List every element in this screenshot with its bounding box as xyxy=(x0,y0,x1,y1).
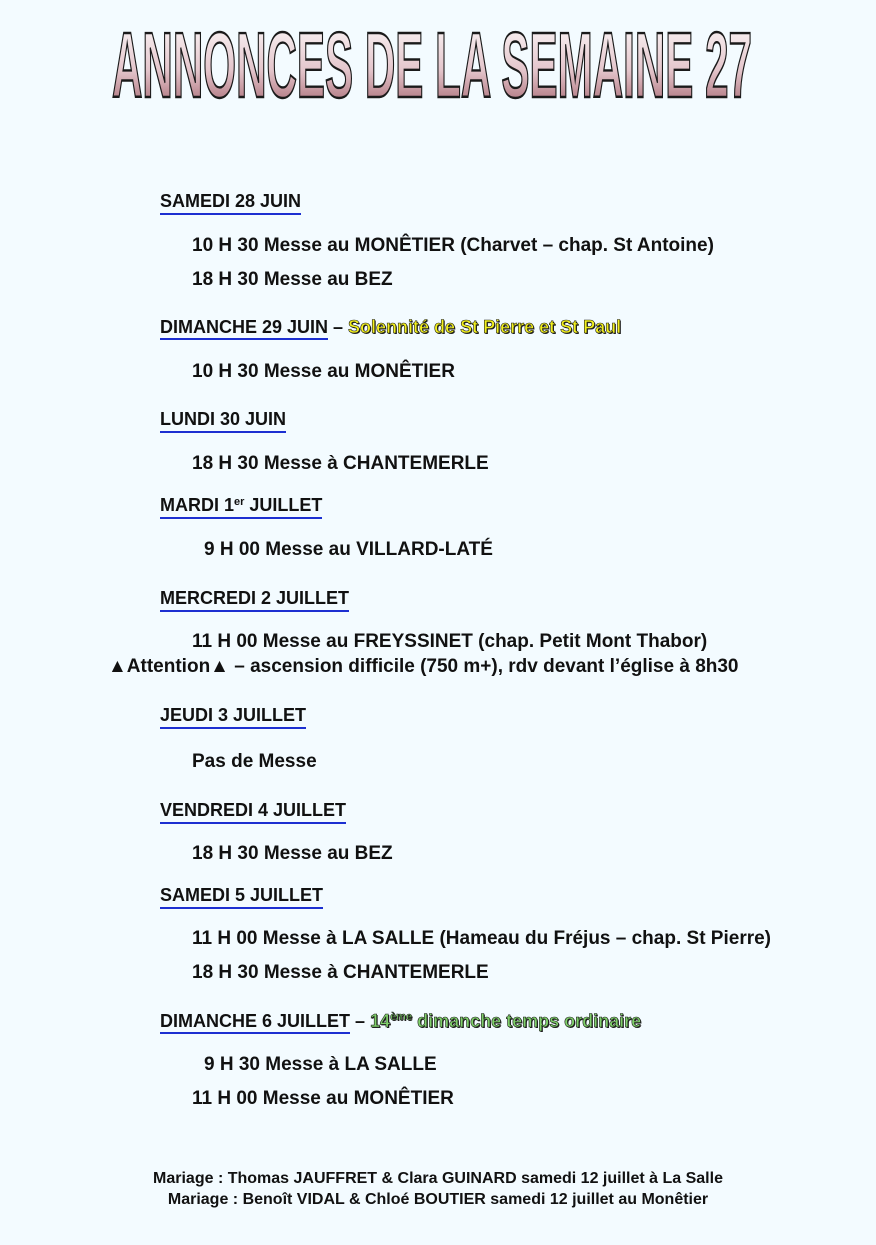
wedding-notice: Mariage : Benoît VIDAL & Chloé BOUTIER samedi 12 juillet au Monêtier xyxy=(167,1191,709,1208)
event-line: 18 H 30 Messe à CHANTEMERLE xyxy=(192,453,489,474)
day-label-post: JUILLET xyxy=(244,495,323,515)
day-heading-dimanche-6-juillet: DIMANCHE 6 JUILLET xyxy=(160,1011,350,1034)
highlight-post: dimanche temps ordinaire xyxy=(412,1011,642,1031)
day-heading-mardi-1-juillet xyxy=(160,495,322,519)
event-line: 11 H 00 Messe à LA SALLE (Hameau du Fréjus – chap. St Pierre) xyxy=(192,928,771,949)
day-heading-mercredi-2-juillet: MERCREDI 2 JUILLET xyxy=(160,588,349,612)
page-title: ANNONCES DE LA SEMAINE 27 xyxy=(112,30,752,118)
event-line: 10 H 30 Messe au MONÊTIER xyxy=(192,361,455,382)
event-line: 11 H 00 Messe au FREYSSINET (chap. Petit Mont Thabor) xyxy=(192,631,708,652)
day-label-sup: er xyxy=(234,496,245,508)
wedding-notice: Mariage : Thomas JAUFFRET & Clara GUINARD samedi 12 juillet à La Salle xyxy=(153,1170,723,1187)
event-line: 18 H 30 Messe à CHANTEMERLE xyxy=(192,962,489,983)
title-banner xyxy=(100,30,765,135)
day-heading-lundi-30-juin: LUNDI 30 JUIN xyxy=(160,409,286,433)
day-heading-vendredi-4-juillet: VENDREDI 4 JUILLET xyxy=(160,800,346,824)
day-heading-row xyxy=(160,317,621,338)
heading-dash: – xyxy=(350,1011,371,1031)
event-line: Pas de Messe xyxy=(192,751,317,772)
sunday-highlight xyxy=(370,1011,641,1031)
highlight-pre: 14 xyxy=(370,1011,391,1031)
event-line: 11 H 00 Messe au MONÊTIER xyxy=(192,1088,454,1109)
day-heading-row xyxy=(160,1011,641,1032)
event-line: 9 H 00 Messe au VILLARD-LATÉ xyxy=(204,539,493,560)
day-heading-samedi-5-juillet: SAMEDI 5 JUILLET xyxy=(160,885,323,909)
event-line: 9 H 30 Messe à LA SALLE xyxy=(204,1054,437,1075)
event-line: 18 H 30 Messe au BEZ xyxy=(192,269,393,290)
day-heading-jeudi-3-juillet: JEUDI 3 JUILLET xyxy=(160,705,306,729)
heading-dash: – xyxy=(328,317,349,337)
highlight-sup: ème xyxy=(390,1011,413,1023)
feast-highlight: Solennité de St Pierre et St Paul xyxy=(348,317,622,337)
day-heading-samedi-28-juin: SAMEDI 28 JUIN xyxy=(160,191,301,215)
event-line: 18 H 30 Messe au BEZ xyxy=(192,843,393,864)
attention-note: ▲Attention▲ – ascension difficile (750 m+), rdv devant l’église à 8h30 xyxy=(108,656,739,677)
event-line: 10 H 30 Messe au MONÊTIER (Charvet – chap. St Antoine) xyxy=(192,235,714,256)
day-label-pre: MARDI 1 xyxy=(160,495,235,515)
day-heading-dimanche-29-juin: DIMANCHE 29 JUIN xyxy=(160,317,328,340)
